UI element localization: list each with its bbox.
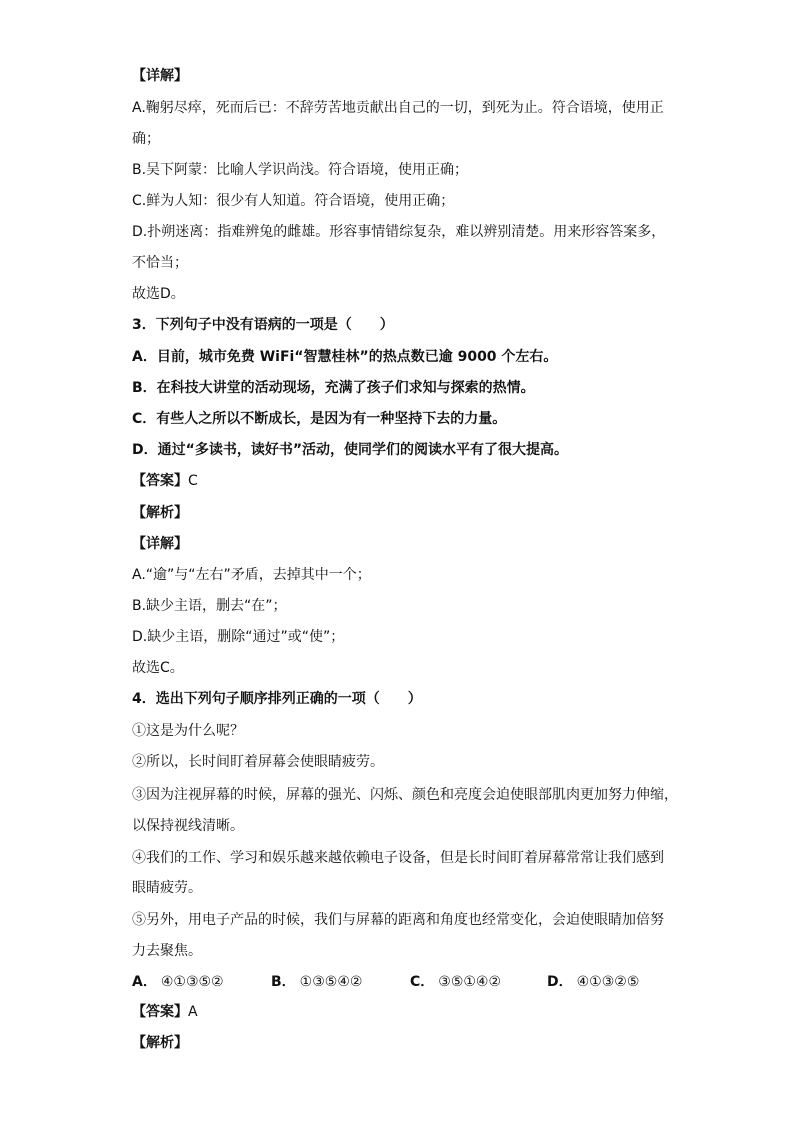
q4-choice-d: [547, 972, 639, 992]
q4-sentence: ③因为注视屏幕的时候，屏幕的强光、闪烁、颜色和亮度会迫使眼部肌肉更加努力伸缩，: [132, 787, 678, 803]
answer-label: 【答案】: [132, 1004, 188, 1020]
q4-choice-b: [271, 972, 362, 992]
q3-detail-line: A.“逾”与“左右”矛盾，去掉其中一个；: [132, 567, 371, 583]
choice-value: ④①③⑤②: [160, 974, 224, 990]
q4-sentence: 力去聚焦。: [132, 943, 202, 959]
choice-letter: B．: [271, 974, 296, 990]
q4-sentence: ②所以，长时间盯着屏幕会使眼睛疲劳。: [132, 754, 384, 770]
choice-value: ④①③②⑤: [576, 974, 640, 990]
q3-detail-line: 故选C。: [132, 660, 184, 676]
q4-choice-a: [132, 972, 224, 992]
q4-sentence: 以保持视线清晰。: [132, 818, 244, 834]
q2-detail-line: D.扑朔迷离：指难辨兔的雌雄。形容事情错综复杂，难以辨别清楚。用来形容答案多，: [132, 224, 666, 240]
choice-letter: D．: [547, 974, 573, 990]
q3-answer: [132, 471, 198, 491]
q4-sentence: 眼睛疲劳。: [132, 880, 202, 896]
q3-stem: 3．下列句子中没有语病的一项是（ ）: [132, 317, 394, 333]
answer-value: A: [188, 1004, 198, 1020]
choice-value: ①③⑤④②: [299, 974, 363, 990]
q2-detail-line: B.吴下阿蒙：比喻人学识尚浅。符合语境，使用正确；: [132, 162, 469, 178]
answer-value: C: [188, 473, 198, 489]
q2-detail-header: 【详解】: [132, 68, 188, 84]
q4-choice-c: [410, 972, 501, 992]
q4-analysis-label: 【解析】: [132, 1035, 188, 1051]
choice-letter: A．: [132, 974, 157, 990]
q4-choices: [132, 972, 692, 992]
q4-sentence: ⑤另外，用电子产品的时候，我们与屏幕的距离和角度也经常变化，会迫使眼睛加倍努: [132, 912, 664, 928]
q4-stem: 4．选出下列句子顺序排列正确的一项（ ）: [132, 691, 422, 707]
answer-label: 【答案】: [132, 473, 188, 489]
q3-detail-label: 【详解】: [132, 536, 188, 552]
q3-detail-line: D.缺少主语，删除“通过”或“使”；: [132, 629, 345, 645]
q4-answer: [132, 1002, 198, 1022]
q2-detail-line: C.鲜为人知：很少有人知道。符合语境，使用正确；: [132, 193, 455, 209]
q4-sentence: ④我们的工作、学习和娱乐越来越依赖电子设备，但是长时间盯着屏幕常常让我们感到: [132, 850, 664, 866]
q3-option-d: D．通过“多读书，读好书”活动，使同学们的阅读水平有了很大提高。: [132, 442, 569, 458]
q3-detail-line: B.缺少主语，删去“在”；: [132, 598, 287, 614]
q3-option-b: B．在科技大讲堂的活动现场，充满了孩子们求知与探索的热情。: [132, 380, 535, 396]
q2-detail-line: A.鞠躬尽瘁，死而后已：不辞劳苦地贡献出自己的一切，到死为止。符合语境，使用正: [132, 100, 664, 116]
choice-value: ③⑤①④②: [438, 974, 502, 990]
q2-detail-line: 确；: [132, 131, 160, 147]
q4-sentence: ①这是为什么呢？: [132, 723, 244, 739]
choice-letter: C．: [410, 974, 435, 990]
q2-detail-line: 故选D。: [132, 286, 185, 302]
q2-detail-line: 不恰当；: [132, 255, 188, 271]
q3-analysis-label: 【解析】: [132, 505, 188, 521]
q3-option-c: C．有些人之所以不断成长，是因为有一种坚持下去的力量。: [132, 411, 507, 427]
q3-option-a: A．目前，城市免费 WiFi“智慧桂林”的热点数已逾 9000 个左右。: [132, 349, 558, 365]
